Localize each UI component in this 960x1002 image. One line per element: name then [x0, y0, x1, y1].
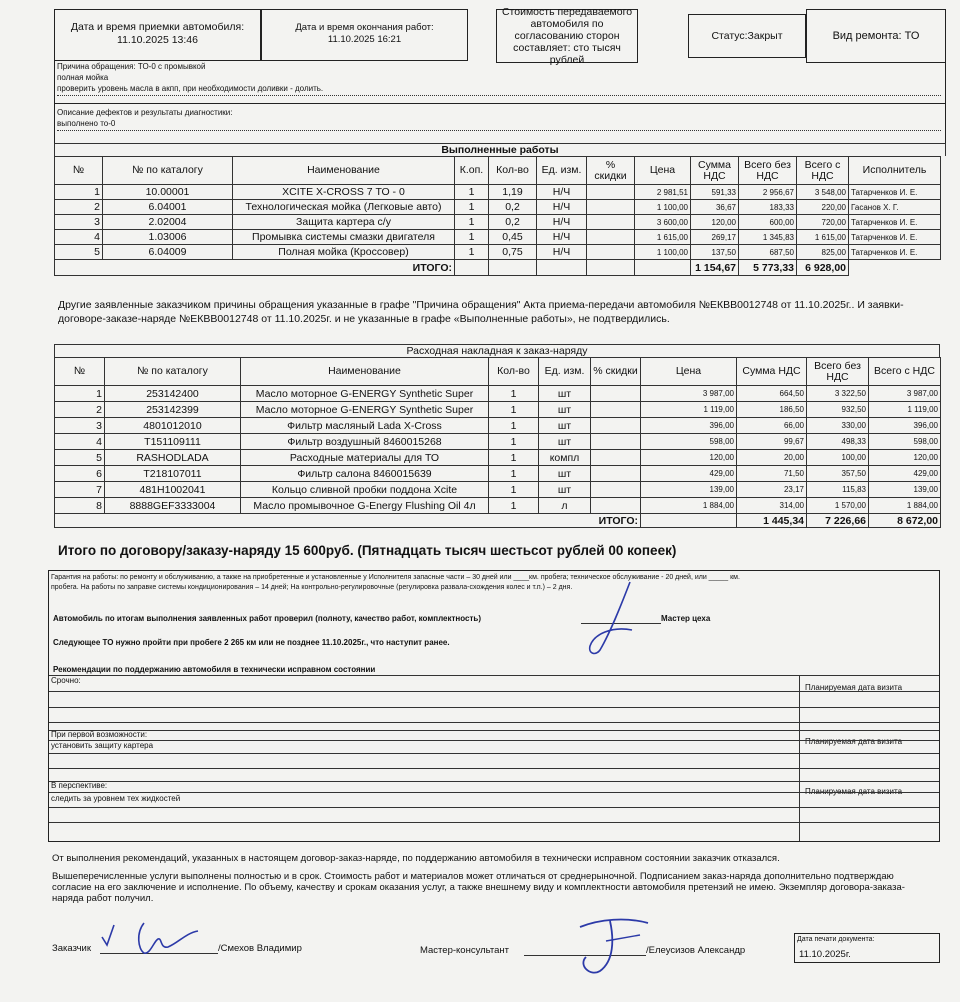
master-shop-label: Мастер цеха — [661, 614, 711, 623]
works-cell: 6.04001 — [103, 200, 233, 215]
parts-cell: 664,50 — [737, 386, 807, 402]
parts-cell: 1 — [489, 386, 539, 402]
parts-cell: 1 — [489, 466, 539, 482]
works-cell: 1 — [455, 200, 489, 215]
parts-cell: 6 — [55, 466, 105, 482]
parts-cell: 598,00 — [869, 434, 941, 450]
works-cell — [587, 185, 635, 200]
works-cell: Татарченков И. Е. — [849, 245, 941, 260]
works-cell: 2 956,67 — [739, 185, 797, 200]
parts-row — [55, 498, 941, 514]
parts-cell: 253142400 — [105, 386, 241, 402]
works-cell: Татарченков И. Е. — [849, 185, 941, 200]
parts-cell: 8 — [55, 498, 105, 514]
parts-cell — [591, 498, 641, 514]
end-box — [261, 9, 468, 61]
end-label: Дата и время окончания работ: — [295, 22, 434, 33]
master-consultant-name: /Елеусизов Александр — [646, 945, 746, 956]
parts-cell — [591, 466, 641, 482]
works-cell: 0,2 — [489, 215, 537, 230]
works-cell: 600,00 — [739, 215, 797, 230]
parts-cell: 1 — [489, 418, 539, 434]
parts-cell: 115,83 — [807, 482, 869, 498]
parts-cell: 498,33 — [807, 434, 869, 450]
grand-total: Итого по договору/заказу-наряду 15 600руб. (Пятнадцать тысяч шестьсот рублей 00 копеек) — [58, 543, 677, 558]
works-row — [55, 185, 941, 200]
works-cell: 220,00 — [797, 200, 849, 215]
works-total-row — [55, 260, 941, 276]
defects-label: Описание дефектов и результаты диагностики: — [57, 108, 233, 117]
parts-cell: Масло моторное G-ENERGY Synthetic Super — [241, 402, 489, 418]
parts-cell: 23,17 — [737, 482, 807, 498]
works-row — [55, 245, 941, 260]
works-cell: 120,00 — [691, 215, 739, 230]
works-row — [55, 230, 941, 245]
parts-row — [55, 402, 941, 418]
works-cell: 1 — [455, 245, 489, 260]
works-cell: 5 — [55, 245, 103, 260]
works-cell: 1 — [455, 230, 489, 245]
works-cell: 687,50 — [739, 245, 797, 260]
parts-h-vat: Сумма НДС — [737, 358, 807, 386]
parts-cell: 3 — [55, 418, 105, 434]
works-row — [55, 215, 941, 230]
parts-cell: л — [539, 498, 591, 514]
parts-cell: шт — [539, 434, 591, 450]
next-to-text: Следующее ТО нужно пройти при пробеге 2 265 км или не позднее 11.10.2025г., что наступит ранее. — [53, 638, 450, 647]
works-cell: 0,2 — [489, 200, 537, 215]
works-cell: 4 — [55, 230, 103, 245]
parts-cell: компл — [539, 450, 591, 466]
works-cell: Промывка системы смазки двигателя — [233, 230, 455, 245]
works-h-executor: Исполнитель — [849, 157, 941, 185]
works-title: Выполненные работы — [54, 143, 946, 156]
works-cell: 1,19 — [489, 185, 537, 200]
parts-cell: 1 119,00 — [641, 402, 737, 418]
works-cell: 1 — [55, 185, 103, 200]
parts-cell: 481H1002041 — [105, 482, 241, 498]
signature-master-shop — [560, 578, 670, 658]
parts-h-num: № — [55, 358, 105, 386]
warranty-line1: Гарантия на работы: по ремонту и обслуживанию, а также на приобретенные и установленные у Исполнителя запасные части – 30 дней или ____км. пробега; техническое обслуживание - 20 дней, или _____ км. — [51, 574, 740, 581]
parts-cell — [591, 434, 641, 450]
works-cell: 3 — [55, 215, 103, 230]
works-table — [54, 156, 941, 276]
works-cell: Технологическая мойка (Легковые авто) — [233, 200, 455, 215]
works-cell: Н/Ч — [537, 200, 587, 215]
future-label: В перспективе: — [51, 781, 108, 790]
works-cell: Н/Ч — [537, 185, 587, 200]
works-cell: Полная мойка (Кроссовер) — [233, 245, 455, 260]
parts-cell: 120,00 — [869, 450, 941, 466]
works-h-novat: Всего без НДС — [739, 157, 797, 185]
parts-cell: 3 987,00 — [641, 386, 737, 402]
parts-cell: 429,00 — [869, 466, 941, 482]
parts-cell: 357,50 — [807, 466, 869, 482]
works-cell: 36,67 — [691, 200, 739, 215]
defects-box — [54, 103, 946, 143]
parts-h-qty: Кол-во — [489, 358, 539, 386]
works-cell: Н/Ч — [537, 230, 587, 245]
parts-cell: 8888GEF3333004 — [105, 498, 241, 514]
works-h-qty: Кол-во — [489, 157, 537, 185]
works-total-novat: 5 773,33 — [739, 260, 797, 276]
parts-row — [55, 386, 941, 402]
works-cell — [587, 200, 635, 215]
works-total-label: ИТОГО: — [55, 260, 455, 276]
parts-title: Расходная накладная к заказ-наряду — [54, 344, 940, 357]
reason-label: Причина обращения: ТО-0 с промывкой — [57, 62, 206, 71]
future-planned-label: Планируемая дата визита — [805, 787, 903, 796]
parts-cell — [591, 482, 641, 498]
parts-h-price: Цена — [641, 358, 737, 386]
parts-table — [54, 357, 941, 528]
parts-cell: шт — [539, 466, 591, 482]
parts-cell: 66,00 — [737, 418, 807, 434]
parts-cell — [591, 418, 641, 434]
footer-paragraph: Вышеперечисленные услуги выполнены полностью и в срок. Стоимость работ и материалов может отличаться от среднерыночной. Подписанием заказ-наряда дополнительно подтверждаю согласие на его заключение и исполнение. По объему, качеству и срокам оказания услуг, а также внешнему виду и комплектности автомобиля претензий не имею. Экземпляр договора-заказа-наряда работ получил. — [52, 871, 905, 904]
parts-cell: 3 322,50 — [807, 386, 869, 402]
works-cell: Н/Ч — [537, 215, 587, 230]
parts-cell — [591, 450, 641, 466]
works-total-all: 6 928,00 — [797, 260, 849, 276]
works-row — [55, 200, 941, 215]
parts-total-all: 8 672,00 — [869, 514, 941, 528]
works-h-kop: К.оп. — [455, 157, 489, 185]
parts-cell: 1 — [55, 386, 105, 402]
works-cell: 0,75 — [489, 245, 537, 260]
works-cell: 3 548,00 — [797, 185, 849, 200]
works-cell: 1 100,00 — [635, 245, 691, 260]
parts-total-row — [55, 514, 941, 528]
parts-cell: 3 987,00 — [869, 386, 941, 402]
works-cell — [587, 215, 635, 230]
works-cell — [587, 230, 635, 245]
parts-total-vat: 1 445,34 — [737, 514, 807, 528]
works-cell: 825,00 — [797, 245, 849, 260]
parts-cell — [591, 386, 641, 402]
first-label: При первой возможности: — [51, 730, 148, 739]
parts-h-novat: Всего без НДС — [807, 358, 869, 386]
parts-h-name: Наименование — [241, 358, 489, 386]
works-cell: 1 615,00 — [635, 230, 691, 245]
checked-label: Автомобиль по итогам выполнения заявленных работ проверил (полноту, качество работ, комплектность) — [53, 614, 481, 623]
reason-line2: полная мойка — [57, 73, 109, 82]
accept-label: Дата и время приемки автомобиля: — [70, 21, 245, 33]
repair-kind: Вид ремонта: ТО — [832, 30, 920, 42]
parts-cell: 139,00 — [641, 482, 737, 498]
customer-label: Заказчик — [52, 943, 92, 954]
refusal-text: От выполнения рекомендаций, указанных в настоящем договор-заказ-наряде, по поддержанию автомобиля в технически исправном состоянии заказчик отказался. — [52, 853, 780, 864]
warranty-line2: пробега. На работы по заправке системы кондиционирования – 14 дней; На контрольно-регулировочные (регулировка развала-схождения колес и т.п.) – 2 дня. — [51, 584, 573, 591]
end-value: 11.10.2025 16:21 — [327, 34, 402, 45]
first-item: установить защиту картера — [51, 741, 154, 750]
parts-h-unit: Ед. изм. — [539, 358, 591, 386]
parts-cell: шт — [539, 482, 591, 498]
works-cell: 1 — [455, 215, 489, 230]
parts-cell: RASHODLADA — [105, 450, 241, 466]
repair-box — [806, 9, 946, 63]
works-cell: 269,17 — [691, 230, 739, 245]
works-cell: XCITE X-CROSS 7 ТО - 0 — [233, 185, 455, 200]
works-cell: Татарченков И. Е. — [849, 215, 941, 230]
parts-cell: 1 884,00 — [869, 498, 941, 514]
status-text: Статус:Закрыт — [711, 30, 783, 42]
works-h-name: Наименование — [233, 157, 455, 185]
urgent-planned-label: Планируемая дата визита — [805, 683, 903, 692]
parts-row — [55, 418, 941, 434]
works-h-unit: Ед. изм. — [537, 157, 587, 185]
parts-cell: 7 — [55, 482, 105, 498]
works-cell: 1 — [455, 185, 489, 200]
works-cell: 1.03006 — [103, 230, 233, 245]
recs-title: Рекомендации по поддержанию автомобиля в технически исправном состоянии — [53, 665, 376, 674]
parts-cell: 1 884,00 — [641, 498, 737, 514]
works-cell: Защита картера с/у — [233, 215, 455, 230]
note-text: Другие заявленные заказчиком причины обращения указанные в графе "Причина обращения" Акта приема-передачи автомобиля №ЕКВВ0012748 от 11.10.2025г.. И заявки-договоре-заказе-наряде №ЕКВВ0012748 от 11.10.2025г. и не указанные в графе «Выполненные работы», не подтвердились. — [58, 299, 904, 325]
parts-cell: 598,00 — [641, 434, 737, 450]
works-cell — [587, 245, 635, 260]
parts-cell: 396,00 — [641, 418, 737, 434]
parts-cell: 71,50 — [737, 466, 807, 482]
parts-cell: 5 — [55, 450, 105, 466]
works-cell: 2.02004 — [103, 215, 233, 230]
works-cell: 2 981,51 — [635, 185, 691, 200]
parts-cell: Масло моторное G-ENERGY Synthetic Super — [241, 386, 489, 402]
parts-cell: 139,00 — [869, 482, 941, 498]
parts-cell: 396,00 — [869, 418, 941, 434]
reason-box — [54, 61, 946, 103]
parts-cell: 100,00 — [807, 450, 869, 466]
parts-row — [55, 466, 941, 482]
parts-cell: 186,50 — [737, 402, 807, 418]
parts-cell: 1 — [489, 402, 539, 418]
parts-cell: 99,67 — [737, 434, 807, 450]
parts-cell: 1 119,00 — [869, 402, 941, 418]
parts-cell: Расходные материалы для ТО — [241, 450, 489, 466]
parts-cell: 429,00 — [641, 466, 737, 482]
parts-total-novat: 7 226,66 — [807, 514, 869, 528]
parts-cell: Кольцо сливной пробки поддона Xcite — [241, 482, 489, 498]
parts-cell: Фильтр воздушный 8460015268 — [241, 434, 489, 450]
works-cell: Гасанов Х. Г. — [849, 200, 941, 215]
works-cell: 3 600,00 — [635, 215, 691, 230]
cost-text: Стоимость передаваемого автомобиля по согласованию сторон составляет: сто тысяч рублей — [501, 6, 633, 66]
parts-h-discount: % скидки — [591, 358, 641, 386]
works-cell: 1 345,83 — [739, 230, 797, 245]
parts-h-catalog: № по каталогу — [105, 358, 241, 386]
parts-cell: 1 — [489, 434, 539, 450]
parts-cell: шт — [539, 418, 591, 434]
parts-cell: T218107011 — [105, 466, 241, 482]
works-cell: 591,33 — [691, 185, 739, 200]
reason-line3: проверить уровень масла в акпп, при необходимости доливки - долить. — [57, 84, 324, 93]
parts-cell: 330,00 — [807, 418, 869, 434]
works-total-vat: 1 154,67 — [691, 260, 739, 276]
works-h-price: Цена — [635, 157, 691, 185]
parts-cell: Масло промывочное G-Energy Flushing Oil 4л — [241, 498, 489, 514]
parts-cell: 1 570,00 — [807, 498, 869, 514]
signature-customer — [98, 915, 218, 965]
master-consultant-label: Мастер-консультант — [420, 945, 509, 956]
parts-row — [55, 434, 941, 450]
parts-cell: 314,00 — [737, 498, 807, 514]
parts-cell — [591, 402, 641, 418]
parts-total-label: ИТОГО: — [55, 514, 641, 528]
parts-cell: Фильтр масляный Lada X-Cross — [241, 418, 489, 434]
parts-cell: T151109111 — [105, 434, 241, 450]
parts-cell: 932,50 — [807, 402, 869, 418]
parts-cell: 20,00 — [737, 450, 807, 466]
parts-cell: 120,00 — [641, 450, 737, 466]
accept-value: 11.10.2025 13:46 — [117, 34, 198, 46]
parts-cell: 2 — [55, 402, 105, 418]
works-cell: 1 615,00 — [797, 230, 849, 245]
parts-cell: 1 — [489, 482, 539, 498]
works-cell: Н/Ч — [537, 245, 587, 260]
parts-cell: 253142399 — [105, 402, 241, 418]
parts-row — [55, 450, 941, 466]
print-date-box — [794, 933, 940, 963]
parts-cell: Фильтр салона 8460015639 — [241, 466, 489, 482]
works-h-total: Всего с НДС — [797, 157, 849, 185]
defects-line2: выполнено то-0 — [57, 119, 116, 128]
parts-cell: 4 — [55, 434, 105, 450]
status-box — [688, 14, 806, 58]
works-cell: 183,33 — [739, 200, 797, 215]
works-cell: 720,00 — [797, 215, 849, 230]
works-cell: 0,45 — [489, 230, 537, 245]
parts-cell: 1 — [489, 450, 539, 466]
parts-cell: шт — [539, 402, 591, 418]
works-cell: 2 — [55, 200, 103, 215]
parts-cell: шт — [539, 386, 591, 402]
accept-box — [54, 9, 261, 61]
works-h-discount: % скидки — [587, 157, 635, 185]
print-date: 11.10.2025г. — [799, 949, 851, 960]
works-cell: 10.00001 — [103, 185, 233, 200]
customer-name: /Смехов Владимир — [218, 943, 302, 954]
works-cell: Татарченков И. Е. — [849, 230, 941, 245]
signature-master-consultant — [570, 905, 660, 985]
works-h-catalog: № по каталогу — [103, 157, 233, 185]
print-date-label: Дата печати документа: — [797, 936, 875, 943]
works-h-num: № — [55, 157, 103, 185]
parts-h-total: Всего с НДС — [869, 358, 941, 386]
parts-cell: 1 — [489, 498, 539, 514]
parts-cell: 4801012010 — [105, 418, 241, 434]
works-cell: 6.04009 — [103, 245, 233, 260]
urgent-label: Срочно: — [51, 676, 81, 685]
works-h-vat: Сумма НДС — [691, 157, 739, 185]
first-planned-label: Планируемая дата визита — [805, 737, 903, 746]
works-cell: 1 100,00 — [635, 200, 691, 215]
parts-row — [55, 482, 941, 498]
cost-box — [496, 6, 638, 66]
works-cell: 137,50 — [691, 245, 739, 260]
future-item: следить за уровнем тех жидкостей — [51, 794, 181, 803]
warranty-box — [48, 570, 940, 842]
